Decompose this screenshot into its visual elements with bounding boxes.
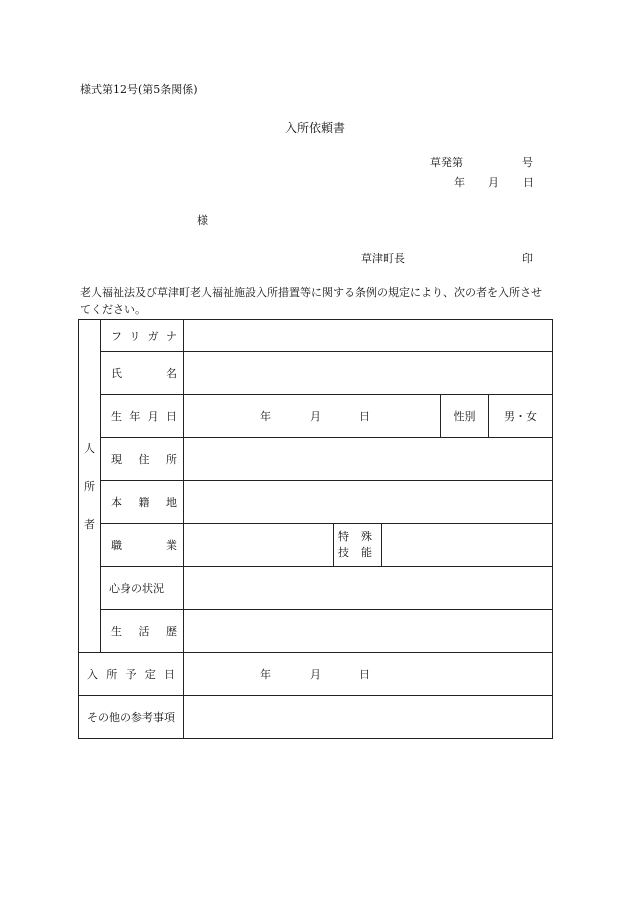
other-notes-label: その他の参考事項 xyxy=(79,696,184,739)
issue-number-suffix: 号 xyxy=(522,156,533,169)
admission-form-table xyxy=(78,319,553,739)
name-field[interactable] xyxy=(184,352,553,395)
form-number: 様式第12号(第5条関係) xyxy=(80,83,198,96)
other-notes-field[interactable] xyxy=(184,696,553,739)
furigana-label: フ リ ガ ナ xyxy=(101,320,184,352)
birthdate-label: 生 年 月 日 xyxy=(101,395,184,438)
admittee-char-3: 者 xyxy=(84,518,95,531)
issue-number-prefix: 草発第 xyxy=(430,156,463,169)
admittee-char-1: 人 xyxy=(84,442,95,455)
special-skill-field[interactable] xyxy=(382,524,553,567)
life-history-field[interactable] xyxy=(184,610,553,653)
special-skill-label: 特 殊 技 能 xyxy=(334,524,382,567)
scheduled-date-label: 入 所 予 定 日 xyxy=(79,653,184,696)
date-day-label: 日 xyxy=(523,176,534,189)
sender-title: 草津町長 xyxy=(361,252,405,265)
gender-field[interactable]: 男・女 xyxy=(489,395,553,438)
address-label: 現 住 所 xyxy=(101,438,184,481)
gender-label: 性別 xyxy=(441,395,489,438)
condition-field[interactable] xyxy=(184,567,553,610)
birthdate-field[interactable]: 年 月 日 xyxy=(184,395,441,438)
occupation-label: 職 業 xyxy=(101,524,184,567)
name-label: 氏 名 xyxy=(101,352,184,395)
occupation-field[interactable] xyxy=(184,524,334,567)
domicile-field[interactable] xyxy=(184,481,553,524)
furigana-field[interactable] xyxy=(184,320,553,352)
address-field[interactable] xyxy=(184,438,553,481)
domicile-label: 本 籍 地 xyxy=(101,481,184,524)
seal-mark: 印 xyxy=(522,252,533,265)
page-title: 入所依頼書 xyxy=(284,121,345,135)
date-year-label: 年 xyxy=(454,176,465,189)
date-month-label: 月 xyxy=(488,176,499,189)
condition-label: 心身の状況 xyxy=(101,567,184,610)
scheduled-date-field[interactable]: 年 月 日 xyxy=(184,653,553,696)
request-body-text: 老人福祉法及び草津町老人福祉施設入所措置等に関する条例の規定により、次の者を入所させてください。 xyxy=(80,286,542,316)
addressee-honorific: 様 xyxy=(197,214,208,227)
admittee-group-label xyxy=(79,320,101,653)
life-history-label: 生 活 歴 xyxy=(101,610,184,653)
admittee-char-2: 所 xyxy=(84,480,95,493)
